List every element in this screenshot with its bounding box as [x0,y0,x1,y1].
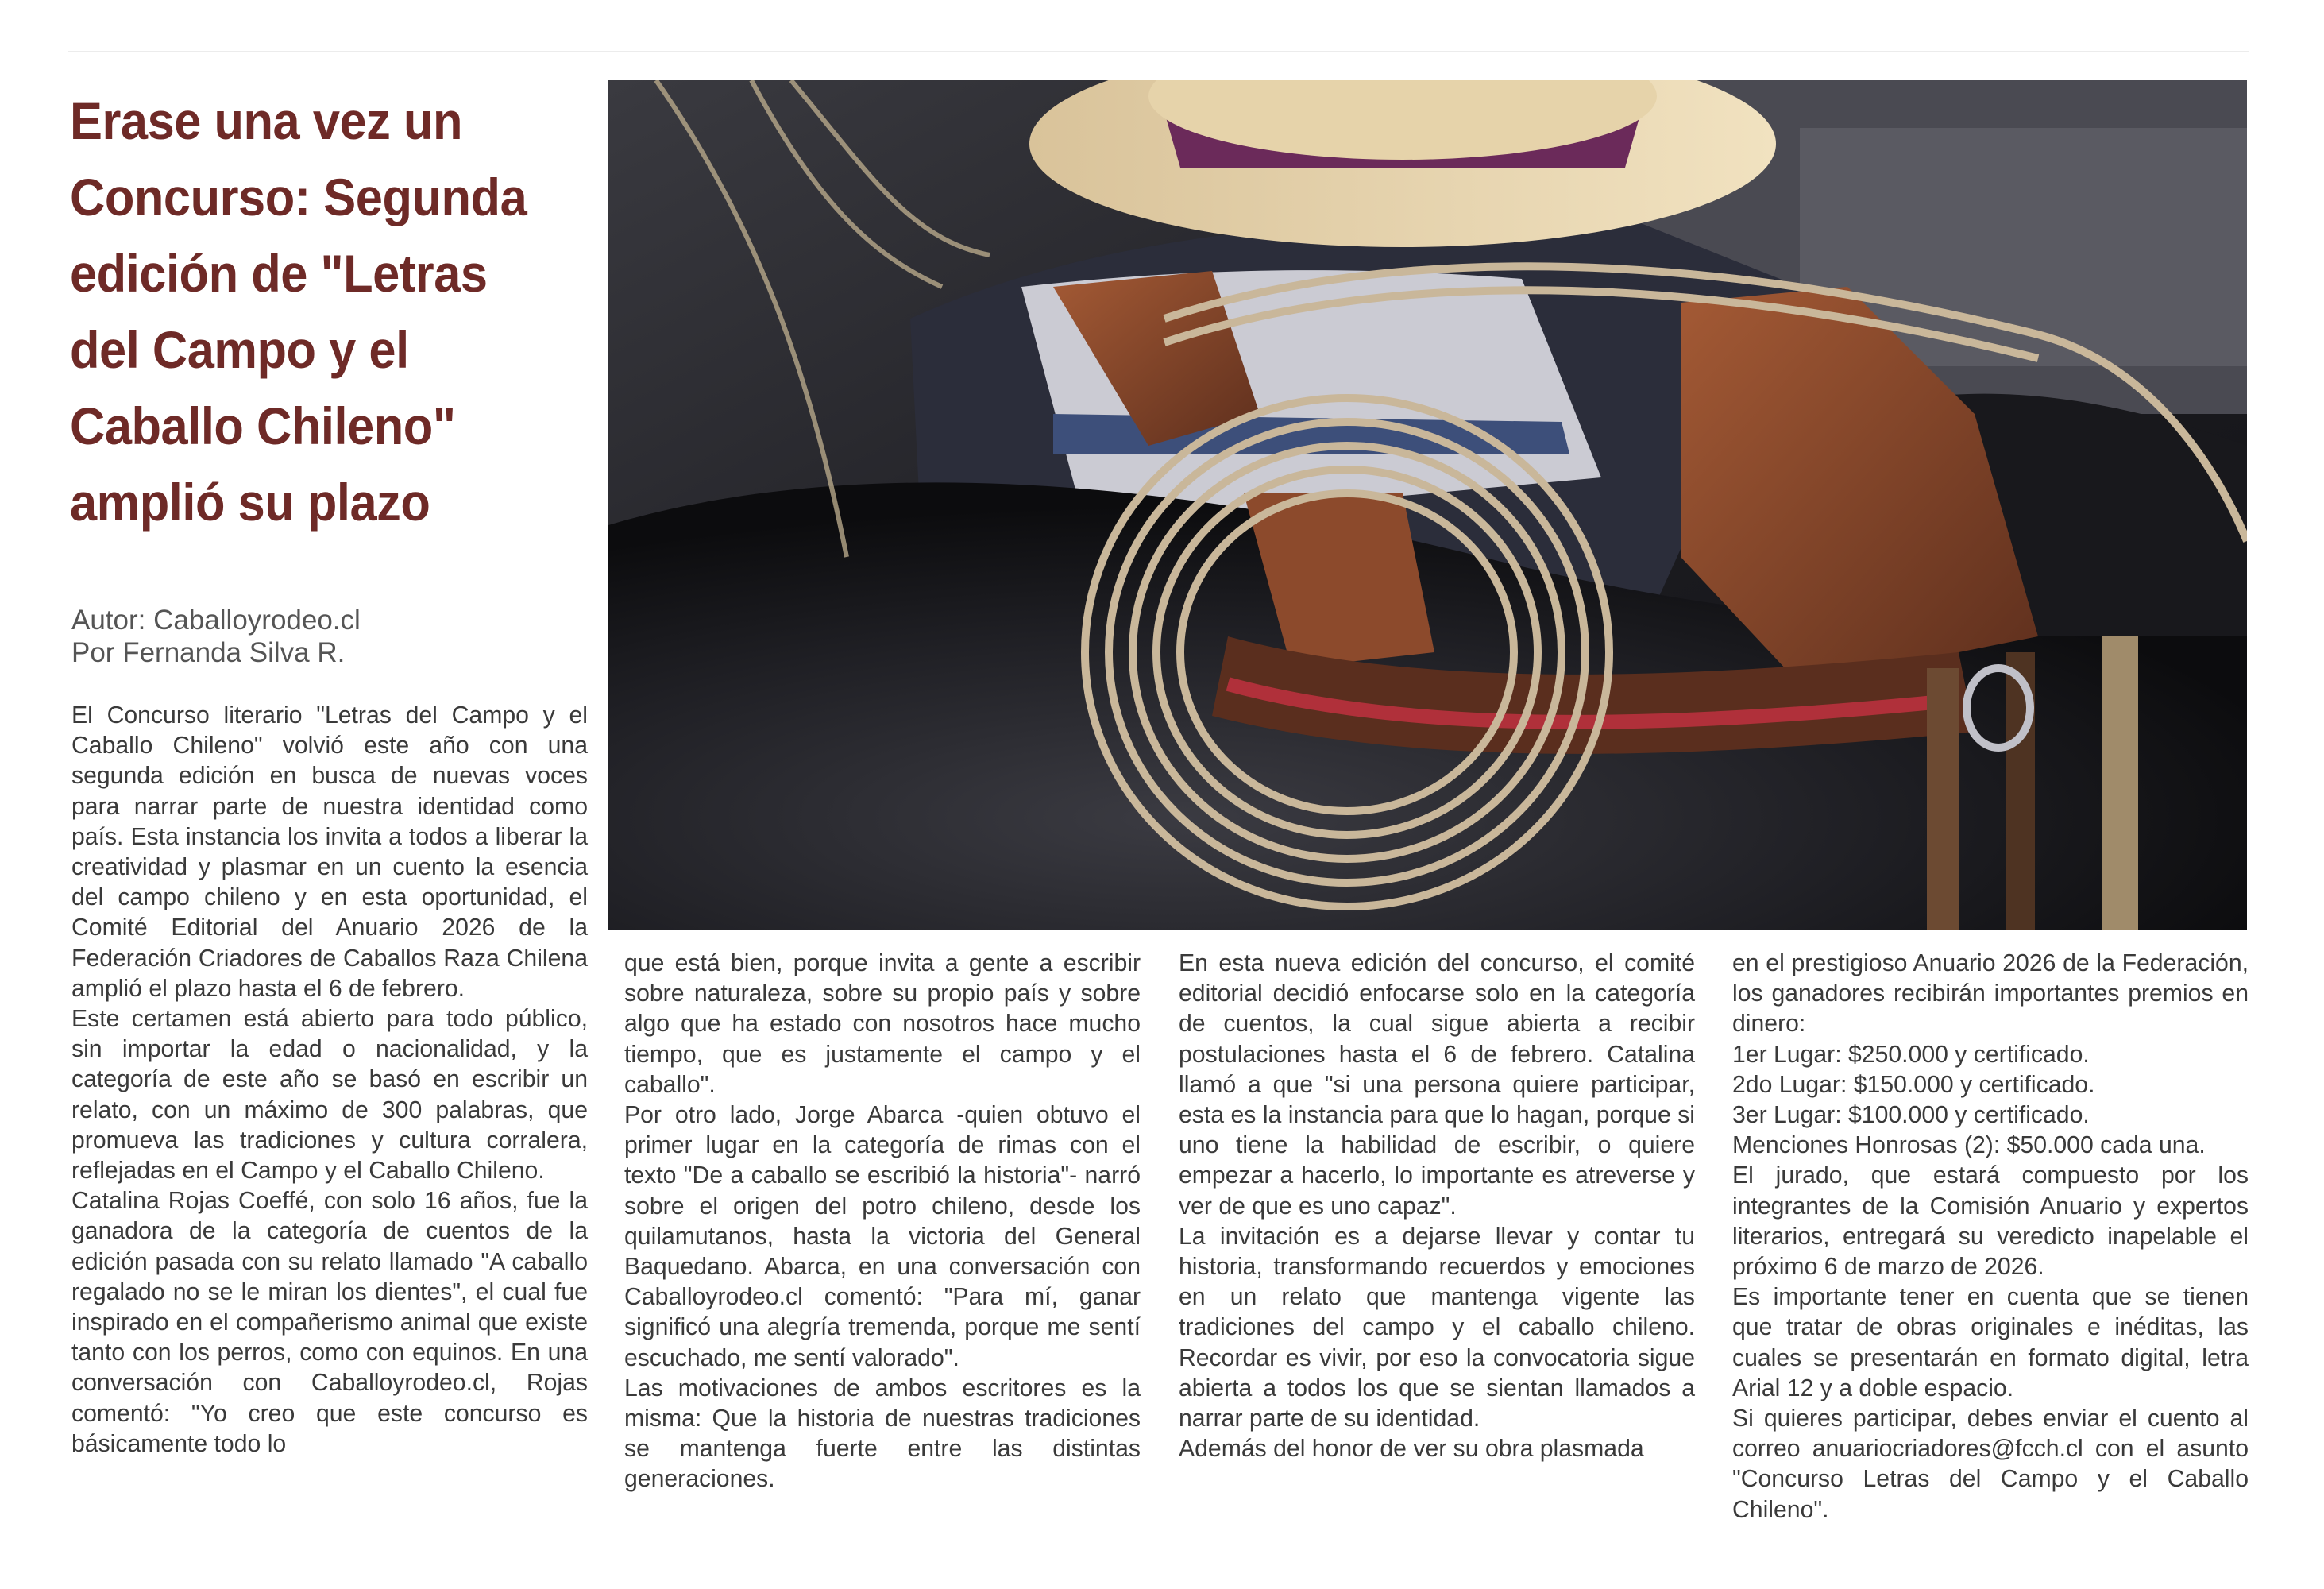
article-column-3 [1179,949,1695,1464]
paragraph: Catalina Rojas Coeffé, con solo 16 años, fue la ganadora de la categoría de cuentos de la edición pasada con su relato llamado "A caballo regalado no se le miran los dientes", el cual fue inspirado en el compañerismo animal que existe tanto con los perros, como con equinos. En una conversación con Caballoyrodeo.cl, Rojas comentó: "Yo creo que este concurso es básicamente todo lo [71,1188,588,1457]
paragraph: El jurado, que estará compuesto por los integrantes de la Comisión Anuario y expertos literarios, entregará su veredicto inapelable el próximo 6 de marzo de 2026. [1732,1162,2249,1281]
paragraph: Las motivaciones de ambos escritores es la misma: Que la historia de nuestras tradiciones se mantenga fuerte entre las distintas generaciones. [624,1374,1141,1493]
article-column-2 [624,949,1141,1495]
author-line: Autor: Caballoyrodeo.cl [71,605,361,636]
article-column-4 [1732,949,2249,1525]
paragraph: Es importante tener en cuenta que se tienen que tratar de obras originales e inéditas, las cuales se presentarán en formato digital, letra Arial 12 y a doble espacio. [1732,1284,2249,1401]
paragraph: El Concurso literario "Letras del Campo y el Caballo Chileno" volvió este año con una segunda edición en busca de nuevas voces para narrar parte de nuestra identidad como país. Esta instancia los invita a todos a liberar la creatividad y plasmar en un cuento la esencia del campo chileno y en esta oportunidad, el Comité Editorial del Anuario 2026 de la Federación Criadores de Caballos Raza Chilena amplió el plazo hasta el 6 de febrero. [71,702,588,1002]
paragraph: que está bien, porque invita a gente a escribir sobre naturaleza, sobre su propio país y sobre algo que ha estado con nosotros hace mucho tiempo, que es justamente el campo y el caballo". [624,950,1141,1098]
top-divider [68,51,2249,52]
paragraph: Además del honor de ver su obra plasmada [1179,1436,1644,1463]
article-title: Erase una vez un Concurso: Segunda edición de "Letras del Campo y el Caballo Chileno" amplió su plazo [70,91,527,532]
paragraph: En esta nueva edición del concurso, el comité editorial decidió enfocarse solo en la categoría de cuentos, la cual sigue abierta a recibir postulaciones hasta el 6 de febrero. Catalina llamó a que "si una persona quiere participar, esta es la instancia para que lo hagan, porque si uno tiene la habilidad de escribir, o quiere empezar a hacerlo, lo importante es atreverse y ver de que es uno capaz". [1179,950,1695,1220]
paragraph: La invitación es a dejarse llevar y contar tu historia, transformando recuerdos y emociones en un relato que mantenga vigente las tradiciones del campo y el caballo chileno. Recordar es vivir, por eso la convocatoria sigue abierta a todos los que se sientan llamados a narrar parte de su identidad. [1179,1223,1695,1432]
prize-line: 3er Lugar: $100.000 y certificado. [1732,1102,2090,1129]
prize-line: Menciones Honrosas (2): $50.000 cada una. [1732,1132,2206,1159]
paragraph: Este certamen está abierto para todo público, sin importar la edad o nacionalidad, y la categoría de este año se basó en escribir un relato, con un máximo de 300 palabras, que promueva las tradiciones y cultura corralera, reflejadas en el Campo y el Caballo Chileno. [71,1006,588,1185]
byline-block [71,604,580,669]
prize-line: 2do Lugar: $150.000 y certificado. [1732,1071,2095,1098]
paragraph: Por otro lado, Jorge Abarca -quien obtuvo el primer lugar en la categoría de rimas con el texto "De a caballo se escribió la historia"- narró sobre el origen del potro chileno, desde los quilamutanos, hasta la victoria del General Baquedano. Abarca, en una conversación con Caballoyrodeo.cl comentó: "Para mí, ganar significó una alegría tremenda, porque me sentí escuchado, me sentí valorado". [624,1102,1141,1371]
paragraph: en el prestigioso Anuario 2026 de la Federación, los ganadores recibirán importantes premios en dinero: [1732,950,2249,1038]
article-column-1 [71,701,588,1459]
reporter-line: Por Fernanda Silva R. [71,637,346,668]
prize-line: 1er Lugar: $250.000 y certificado. [1732,1041,2090,1068]
huaso-saddle-lasso-photo [608,80,2247,930]
paragraph: Si quieres participar, debes enviar el cuento al correo anuariocriadores@fcch.cl con el asunto "Concurso Letras del Campo y el Caballo Chileno". [1732,1405,2249,1523]
